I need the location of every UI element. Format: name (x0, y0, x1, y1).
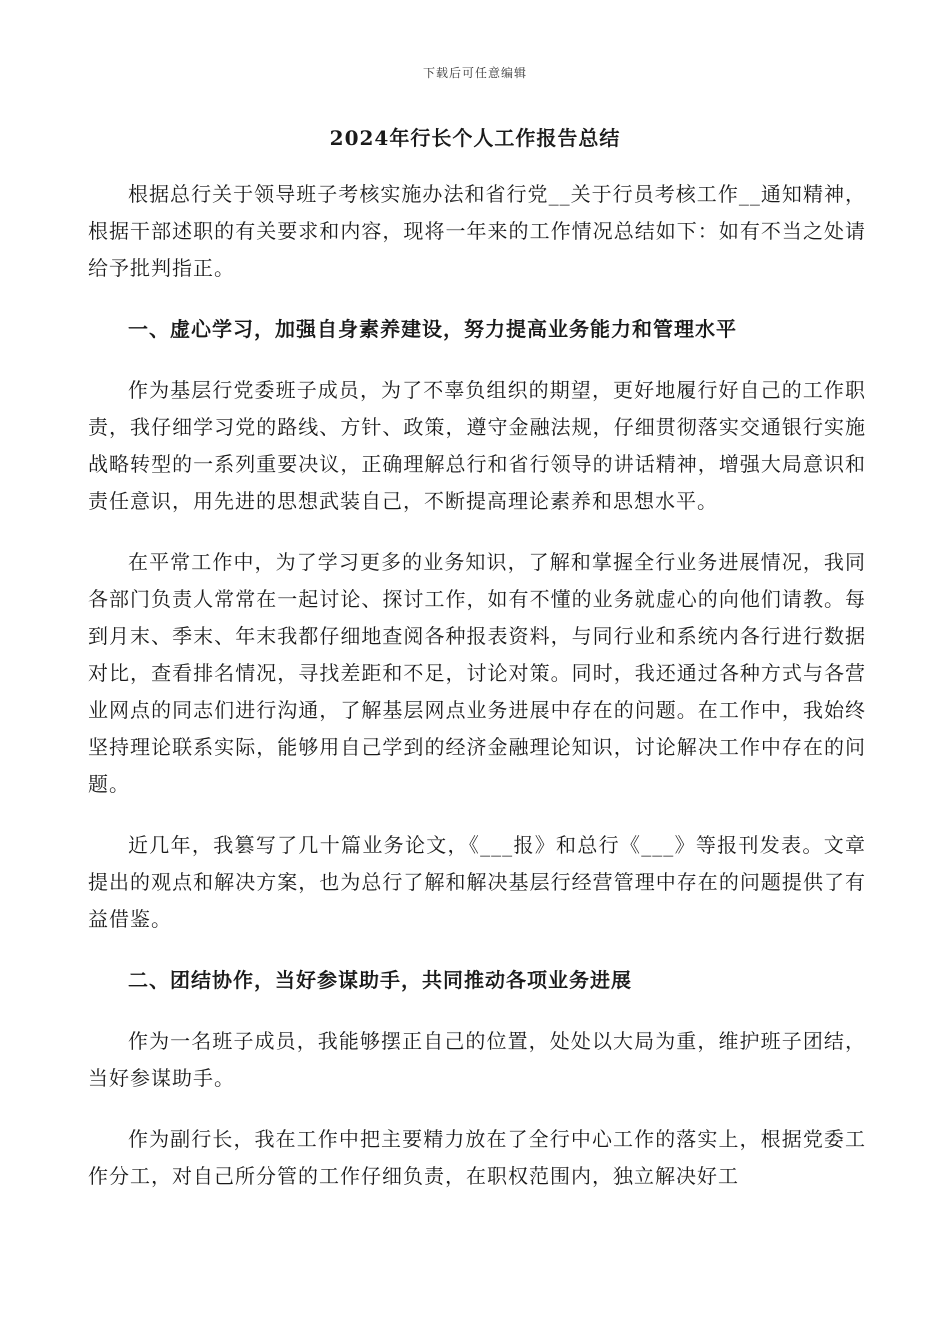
header-note: 下载后可任意编辑 (422, 66, 527, 80)
section-2-paragraph-2: 作为副行长，我在工作中把主要精力放在了全行中心工作的落实上，根据党委工作分工，对自己所分管的工作仔细负责，在职权范围内，独立解决好工 (88, 1127, 866, 1188)
section-1-paragraph-1: 作为基层行党委班子成员，为了不辜负组织的期望，更好地履行好自己的工作职责，我仔细学习党的路线、方针、政策，遵守金融法规，仔细贯彻落实交通银行实施战略转型的一系列重要决议，正确理解总行和省行领导的讲话精神，增强大局意识和责任意识，用先进的思想武装自己，不断提高理论素养和思想水平。 (88, 378, 866, 513)
document-title: 2024年行长个人工作报告总结 (329, 126, 621, 150)
intro-paragraph: 根据总行关于领导班子考核实施办法和省行党__关于行员考核工作__通知精神，根据干部述职的有关要求和内容，现将一年来的工作情况总结如下：如有不当之处请给予批判指正。 (88, 182, 866, 280)
section-1-heading: 一、虚心学习，加强自身素养建设，努力提高业务能力和管理水平 (128, 317, 737, 341)
section-1-paragraph-2: 在平常工作中，为了学习更多的业务知识，了解和掌握全行业务进展情况，我同各部门负责人常常在一起讨论、探讨工作，如有不懂的业务就虚心的向他们请教。每到月末、季末、年末我都仔细地查阅各种报表资料，与同行业和系统内各行进行数据对比，查看排名情况，寻找差距和不足，讨论对策。同时，我还通过各种方式与各营业网点的同志们进行沟通，了解基层网点业务进展中存在的问题。在工作中，我始终坚持理论联系实际，能够用自己学到的经济金融理论知识，讨论解决工作中存在的问题。 (88, 550, 866, 796)
section-2-heading: 二、团结协作，当好参谋助手，共同推动各项业务进展 (128, 968, 632, 992)
section-2-paragraph-1: 作为一名班子成员，我能够摆正自己的位置，处处以大局为重，维护班子团结，当好参谋助手。 (88, 1029, 866, 1090)
document-body (88, 176, 866, 1219)
section-1-paragraph-3: 近几年，我篡写了几十篇业务论文，《___报》和总行《___》等报刊发表。文章提出的观点和解决方案，也为总行了解和解决基层行经营管理中存在的问题提供了有益借鉴。 (88, 833, 866, 931)
